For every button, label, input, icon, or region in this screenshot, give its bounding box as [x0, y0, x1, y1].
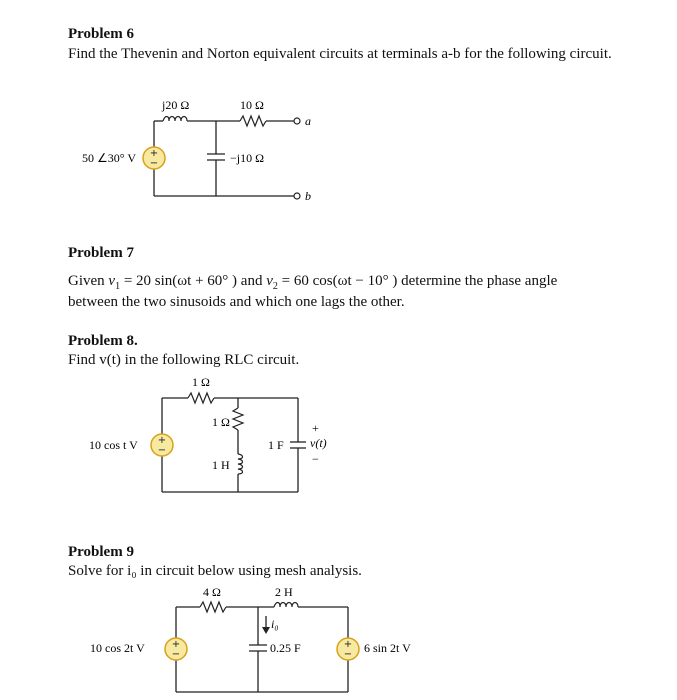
p6-source-label: 50 ∠30° V [82, 151, 137, 165]
svg-text:+: + [157, 435, 167, 446]
problem-9-circuit [90, 585, 411, 692]
p6-capacitor-label: −j10 Ω [230, 151, 265, 165]
p6-terminal-b [294, 193, 300, 199]
p9-left-source-label: 10 cos 2t V [90, 641, 145, 655]
problem-6-title: Problem 6 [68, 26, 134, 42]
svg-text:+: + [149, 148, 159, 159]
problem-8-text: Find v(t) in the following RLC circuit. [68, 352, 300, 368]
svg-text:−: − [171, 649, 181, 660]
p9-inductor-symbol [274, 603, 298, 608]
p6-inductor-symbol [163, 117, 187, 122]
problem-6-text: Find the Thevenin and Norton equivalent circuits at terminals a-b for the following circuit. [68, 46, 612, 62]
problem-7-title: Problem 7 [68, 245, 134, 261]
svg-text:+: + [343, 639, 353, 650]
problem-8-title: Problem 8. [68, 333, 138, 349]
problem-7-line2: between the two sinusoids and which one lags the other. [68, 294, 405, 310]
svg-text:−: − [149, 158, 159, 169]
p8-top-resistor-symbol [188, 393, 214, 403]
p8-capacitor-label: 1 F [268, 438, 284, 452]
problem-7-given: Given [68, 273, 109, 289]
svg-text:−: − [157, 445, 167, 456]
svg-text:−: − [343, 649, 353, 660]
v1-expression: = 20 sin(ωt + 60° ) and [120, 273, 267, 289]
p8-inductor-symbol [238, 454, 243, 474]
svg-text:+: + [171, 639, 181, 650]
problem-8-circuit [89, 375, 327, 492]
p9-inductor-label: 2 H [275, 585, 293, 599]
p8-inductor-label: 1 H [212, 458, 230, 472]
problem-9-text: Solve for i₀ in circuit below using mesh analysis. [68, 563, 362, 579]
p8-mid-resistor-symbol [233, 408, 243, 430]
v2-expression: = 60 cos(ωt − 10° ) determine the phase angle [277, 273, 558, 289]
v1-subscript: 1 [115, 281, 121, 292]
problem-9-title: Problem 9 [68, 544, 134, 560]
p9-resistor-symbol [200, 602, 226, 612]
v2-subscript: 2 [272, 281, 278, 292]
p8-plus-sign: + [312, 421, 319, 435]
p9-current-arrow [262, 627, 270, 634]
v2-variable: v [266, 273, 273, 289]
problem-6-circuit [82, 98, 311, 203]
p6-resistor-symbol [240, 116, 266, 126]
p9-capacitor-label: 0.25 F [270, 641, 301, 655]
v1-variable: v [108, 273, 116, 289]
p6-terminal-a [294, 118, 300, 124]
p8-output-label: v(t) [310, 436, 327, 450]
p9-current-label: i₀ [271, 617, 279, 631]
p9-right-source-label: 6 sin 2t V [364, 641, 411, 655]
p8-top-resistor-label: 1 Ω [192, 375, 210, 389]
p9-resistor-label: 4 Ω [203, 585, 221, 599]
p8-minus-sign: − [312, 452, 319, 466]
p6-inductor-label: j20 Ω [162, 98, 190, 112]
p8-source-label: 10 cos t V [89, 438, 138, 452]
p6-resistor-label: 10 Ω [240, 98, 264, 112]
p8-mid-resistor-label: 1 Ω [212, 415, 230, 429]
p6-label-a: a [305, 114, 311, 128]
p6-label-b: b [305, 189, 311, 203]
